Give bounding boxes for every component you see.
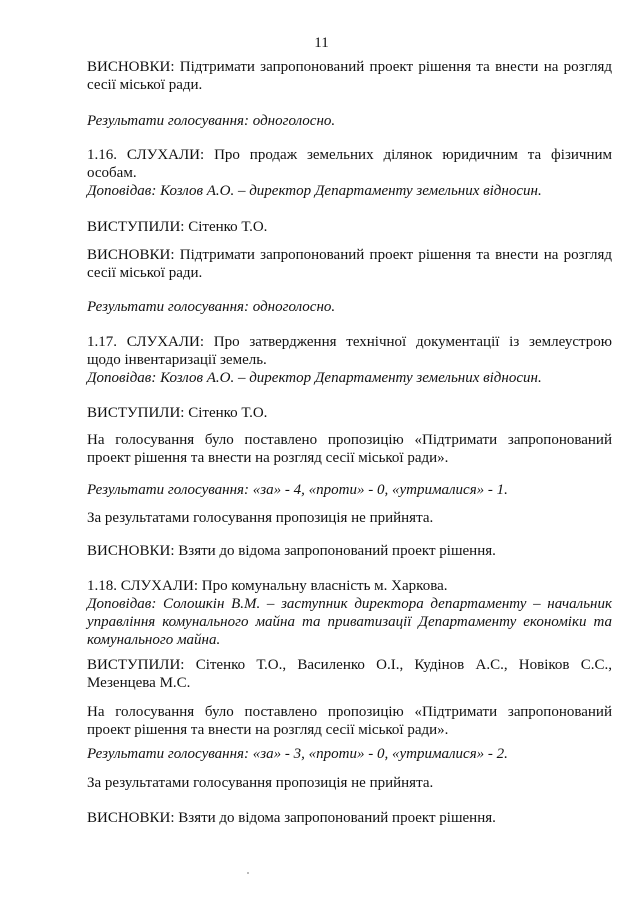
result-statement — [87, 774, 612, 792]
text-line: Доповідав: Козлов А.О. – директор Департаменту земельних відносин. — [87, 183, 542, 199]
text-line: ВИСНОВКИ: Підтримати запропонований проект рішення та внести на розгляд — [87, 247, 612, 263]
text-line: Доповідав: Козлов А.О. – директор Департаменту земельних відносин. — [87, 370, 542, 386]
text-line: Результати голосування: «за» - 4, «проти» - 0, «утрималися» - 1. — [87, 482, 508, 498]
conclusion-paragraph — [87, 542, 612, 560]
agenda-item-heard — [87, 146, 612, 182]
vote-result — [87, 112, 612, 130]
speakers-paragraph — [87, 656, 612, 692]
text-line: ВИСНОВКИ: Взяти до відома запропонований проект рішення. — [87, 810, 496, 826]
text-line: На голосування було поставлено пропозицію «Підтримати запропонований — [87, 704, 612, 720]
conclusion-paragraph — [87, 58, 612, 94]
text-line: Результати голосування: «за» - 3, «проти» - 0, «утрималися» - 2. — [87, 746, 508, 762]
page-number: 11 — [314, 35, 329, 51]
conclusion-paragraph — [87, 809, 612, 827]
text-line: Мезенцева М.С. — [87, 675, 191, 691]
vote-result — [87, 298, 612, 316]
text-line: ВИСНОВКИ: Підтримати запропонований проект рішення та внести на розгляд — [87, 59, 612, 75]
text-line: сесії міської ради. — [87, 265, 203, 281]
vote-result — [87, 745, 612, 763]
text-line: особам. — [87, 165, 137, 181]
text-line: 1.16. СЛУХАЛИ: Про продаж земельних ділянок юридичним та фізичним — [87, 147, 612, 163]
agenda-item-heard — [87, 333, 612, 369]
text-line: Результати голосування: одноголосно. — [87, 113, 336, 129]
text-line: щодо інвентаризації земель. — [87, 352, 267, 368]
speakers-paragraph — [87, 404, 612, 422]
speaker-line — [87, 595, 612, 649]
text-line: проект рішення та внести на розгляд сесії міської ради». — [87, 450, 449, 466]
text-line: Результати голосування: одноголосно. — [87, 299, 336, 315]
speaker-line — [87, 369, 612, 387]
text-line: За результатами голосування пропозиція не прийнята. — [87, 775, 434, 791]
text-line: ВИСТУПИЛИ: Сітенко Т.О. — [87, 405, 268, 421]
result-statement — [87, 509, 612, 527]
text-line: ВИСТУПИЛИ: Сітенко Т.О., Василенко О.І., Кудінов А.С., Новіков С.С., — [87, 657, 612, 673]
text-line: ВИСНОВКИ: Взяти до відома запропонований проект рішення. — [87, 543, 496, 559]
text-line: 1.18. СЛУХАЛИ: Про комунальну власність м. Харкова. — [87, 578, 448, 594]
agenda-item-heard — [87, 577, 612, 595]
text-line: Доповідав: Солошкін В.М. – заступник директора департаменту – начальник — [87, 596, 612, 612]
proposal-paragraph — [87, 431, 612, 467]
conclusion-paragraph — [87, 246, 612, 282]
text-line: комунального майна. — [87, 632, 221, 648]
text-line: сесії міської ради. — [87, 77, 203, 93]
proposal-paragraph — [87, 703, 612, 739]
text-line: ВИСТУПИЛИ: Сітенко Т.О. — [87, 219, 268, 235]
speaker-line — [87, 182, 612, 200]
text-line: На голосування було поставлено пропозицію «Підтримати запропонований — [87, 432, 612, 448]
text-line: 1.17. СЛУХАЛИ: Про затвердження технічної документації із землеустрою — [87, 334, 612, 350]
scan-speck — [247, 872, 249, 874]
text-line: За результатами голосування пропозиція не прийнята. — [87, 510, 434, 526]
speakers-paragraph — [87, 218, 612, 236]
text-line: проект рішення та внести на розгляд сесії міської ради». — [87, 722, 449, 738]
text-line: управління комунального майна та приватизації Департаменту економіки та — [87, 614, 612, 630]
vote-result — [87, 481, 612, 499]
